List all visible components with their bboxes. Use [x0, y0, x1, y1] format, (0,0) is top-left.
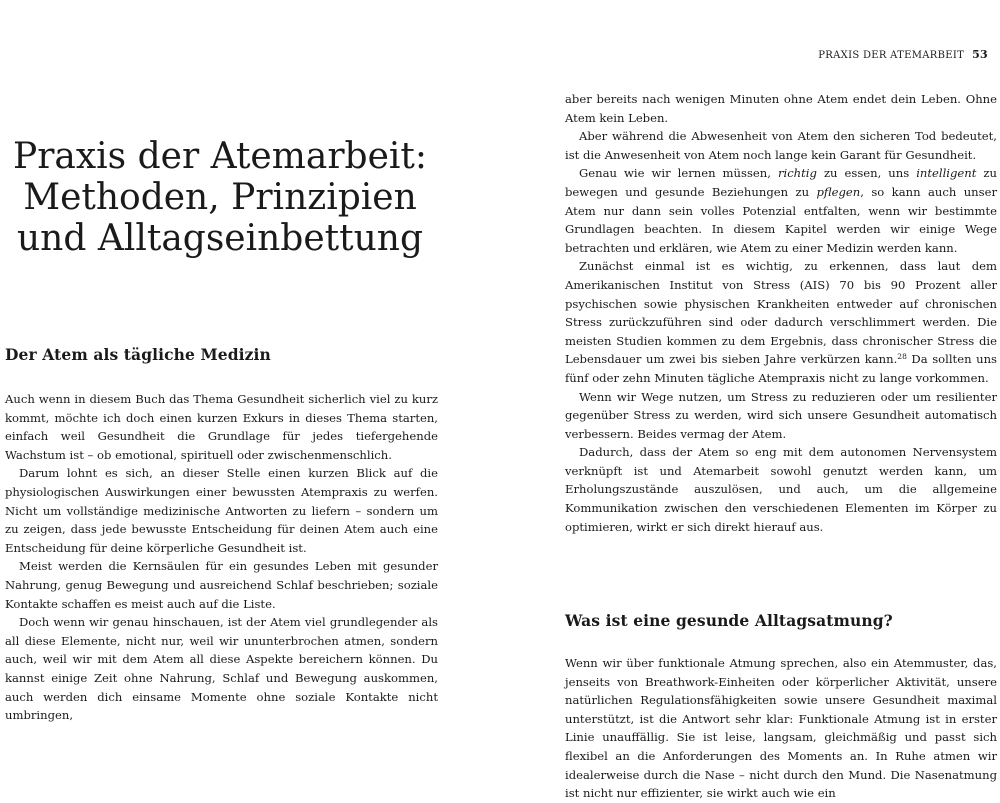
text-run: Genau wie wir lernen müssen,: [579, 166, 778, 181]
paragraph: Darum lohnt es sich, an dieser Stelle einen kurzen Blick auf die physiologischen Auswirkungen einer bewussten Atempraxis zu werfen. Nicht um vollständige medizinische Antworten zu liefern – sondern um zu zeigen, dass jede bewusste Entscheidung für deinen Atem auch eine Entscheidung für deine körperliche Gesundheit ist.: [5, 466, 438, 555]
paragraph: Wenn wir über funktionale Atmung sprechen, also ein Atemmuster, das, jenseits von Breathwork-Einheiten oder körperlicher Aktivität, unsere natürlichen Regulationsfähigkeiten sowie unsere Gesundheit maximal unterstützt, ist die Antwort sehr klar: Funktionale Atmung ist in erster Linie unauffällig. Sie ist leise, langsam, gleichmäßig und passt sich flexibel an die Anforderungen des Moments an. In Ruhe atmen wir idealerweise durch die Nase – nicht durch den Mund. Die Nasenatmung ist nicht nur effizienter, sie wirkt auch wie ein: [565, 656, 997, 801]
emphasis-richtig: richtig: [777, 166, 817, 181]
paragraph: Auch wenn in diesem Buch das Thema Gesundheit sicherlich viel zu kurz kommt, möchte ich doch einen kurzen Exkurs in dieses Thema starten, einfach weil Gesundheit die Grundlage für jedes tiefergehende Wachstum ist – ob emotional, spirituell oder zwischenmenschlich.: [5, 392, 438, 462]
page-number: 53: [972, 48, 988, 61]
right-body-text: [565, 90, 997, 536]
section-heading-daily-medicine: Der Atem als tägliche Medizin: [5, 345, 271, 364]
paragraph: aber bereits nach wenigen Minuten ohne Atem endet dein Leben. Ohne Atem kein Leben.: [565, 92, 997, 125]
right-section-body-text: [565, 654, 997, 803]
left-page: [0, 0, 500, 800]
text-run: Da sollten uns fünf oder zehn Minuten tägliche Atempraxis nicht zu lange vorkommen.: [565, 352, 997, 385]
text-run: Zunächst einmal ist es wichtig, zu erkennen, dass laut dem Amerikanischen Institut von Stress (AIS) 70 bis 90 Prozent aller psychischen sowie physischen Krankheiten entweder auf chronischen Stress zurückzuführen sind oder dadurch verschlimmert werden. Die meisten Studien kommen zu dem Ergebnis, dass chronischer Stress die Lebensdauer um zwei bis sieben Jahre verkürzen kann.: [565, 259, 997, 367]
paragraph: Aber während die Abwesenheit von Atem den sicheren Tod bedeutet, ist die Anwesenheit von Atem noch lange kein Garant für Gesundheit.: [565, 129, 997, 162]
paragraph: Meist werden die Kernsäulen für ein gesundes Leben mit gesunder Nahrung, genug Bewegung und ausreichend Schlaf beschrieben; soziale Kontakte schaffen es meist auch auf die Liste.: [5, 559, 438, 611]
paragraph: [565, 164, 997, 257]
paragraph: Wenn wir Wege nutzen, um Stress zu reduzieren oder um resilienter gegenüber Stress zu werden, wird sich unsere Gesundheit automatisch verbessern. Beides vermag der Atem.: [565, 389, 997, 441]
paragraph: Dadurch, dass der Atem so eng mit dem autonomen Nervensystem verknüpft ist und Atemarbeit sowohl genutzt werden kann, um Erholungszustände auszulösen, und auch, um die allgemeine Kommunikation zwischen den verschiedenen Elementen im Körper zu optimieren, wirkt er sich direkt hierauf aus.: [565, 445, 997, 534]
footnote-marker[interactable]: 28: [897, 352, 907, 362]
chapter-title: Praxis der Atemarbeit: Methoden, Prinzipien und Alltagseinbettung: [12, 136, 428, 259]
paragraph: Doch wenn wir genau hinschauen, ist der Atem viel grundlegender als all diese Elemente, nicht nur, weil wir ununterbrochen atmen, sondern auch, weil wir mit dem Atem all diese Aspekte bereichern können. Du kannst einige Zeit ohne Nahrung, Schlaf und Bewegung auskommen, auch werden dich einsame Momente ohne soziale Kontakte nicht umbringen,: [5, 615, 438, 723]
text-run: zu essen, uns: [816, 166, 917, 181]
emphasis-pflegen: pflegen: [816, 184, 861, 199]
left-body-text: [5, 390, 438, 725]
section-heading-everyday-breathing: Was ist eine gesunde Alltagsatmung?: [565, 611, 893, 630]
paragraph: [565, 257, 997, 387]
right-page: [500, 0, 1000, 800]
running-head-title: PRAXIS DER ATEMARBEIT: [818, 50, 965, 61]
emphasis-intelligent: intelligent: [916, 166, 977, 181]
running-head: [818, 48, 988, 61]
text-run: zu bewegen und gesunde Beziehungen zu: [565, 166, 997, 199]
text-run: , so kann auch unser Atem nur dann sein volles Potenzial entfalten, wenn wir bestimmte Grundlagen beachten. In diesem Kapitel werden wir einige Wege betrachten und erklären, wie Atem zu einer Medizin werden kann.: [565, 184, 997, 255]
